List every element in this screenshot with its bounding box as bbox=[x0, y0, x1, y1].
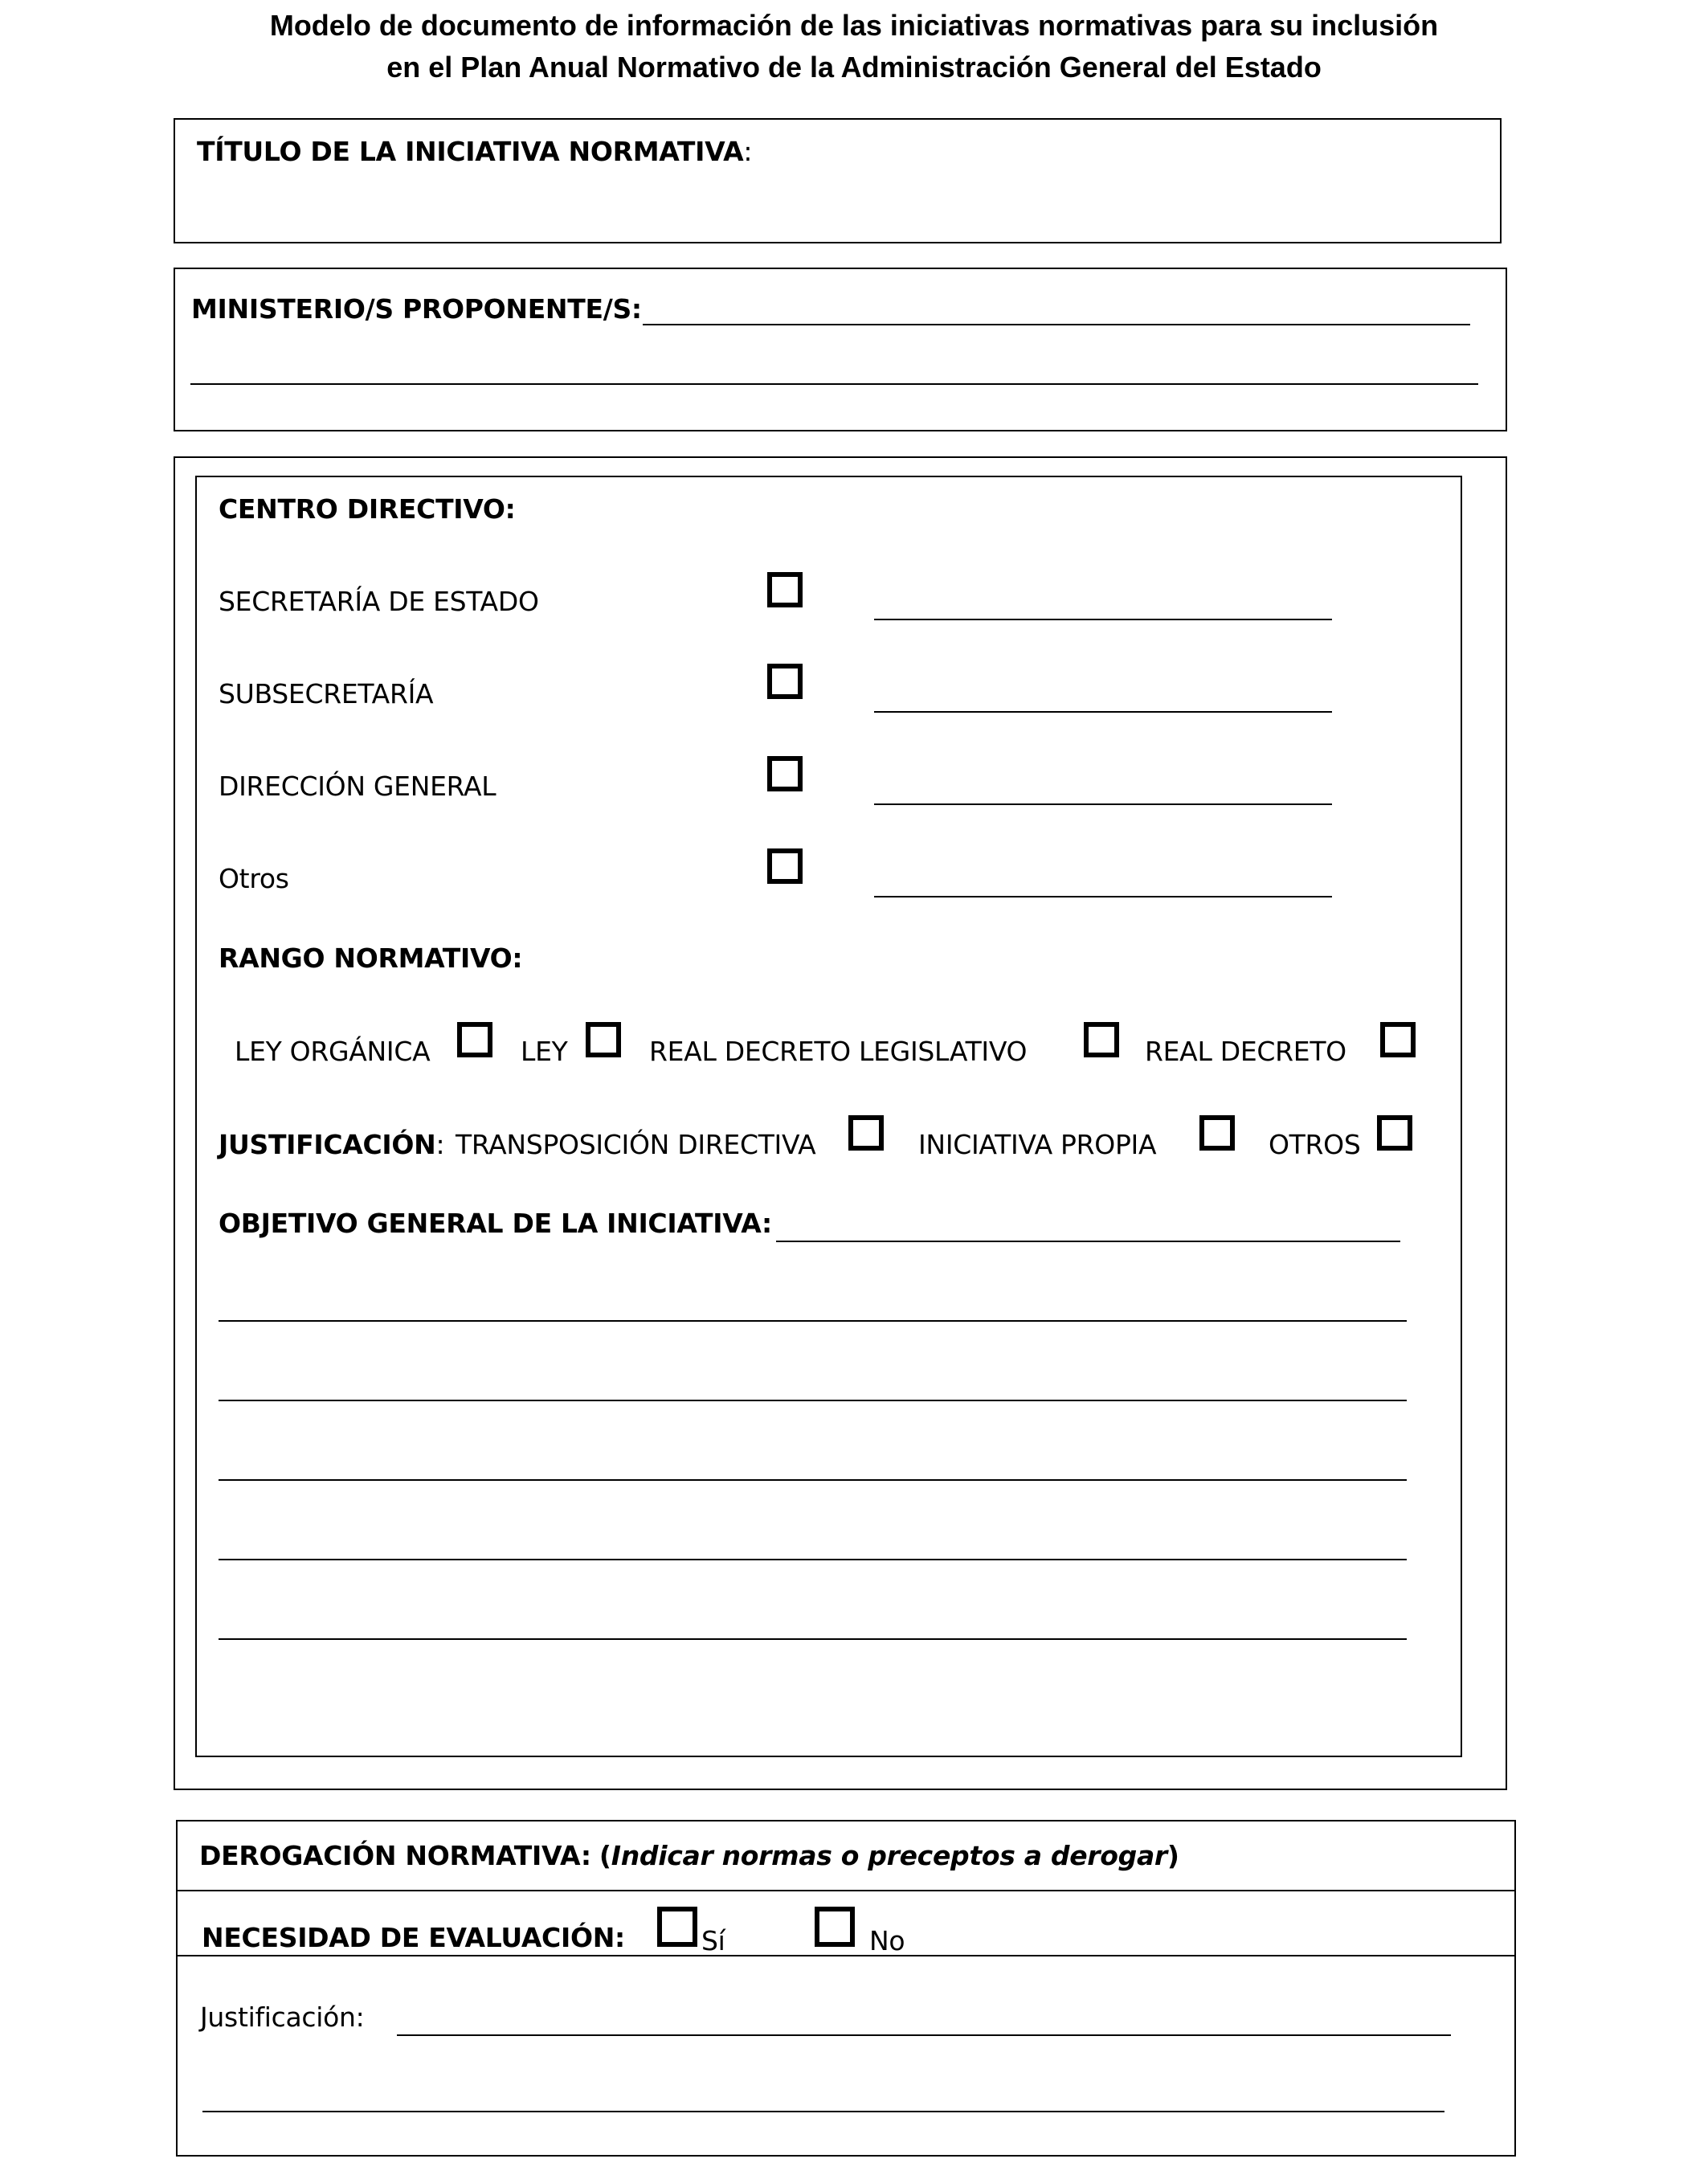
rango-normativo-heading: RANGO NORMATIVO: bbox=[219, 942, 523, 974]
centro-directivo-heading: CENTRO DIRECTIVO: bbox=[219, 493, 516, 525]
derogacion-heading-text: DEROGACIÓN NORMATIVA: bbox=[199, 1840, 591, 1871]
evaluacion-heading: NECESIDAD DE EVALUACIÓN: bbox=[202, 1922, 625, 1953]
centro-row-secretaria-label: SECRETARÍA DE ESTADO bbox=[219, 586, 539, 617]
evaluacion-justificacion-line-1[interactable] bbox=[397, 2034, 1451, 2036]
rango-ley-checkbox[interactable] bbox=[586, 1022, 621, 1057]
justificacion-otros-checkbox[interactable] bbox=[1377, 1115, 1412, 1151]
evaluacion-si-checkbox[interactable] bbox=[657, 1907, 697, 1947]
evaluacion-no-checkbox[interactable] bbox=[815, 1907, 855, 1947]
centro-row-secretaria-line[interactable] bbox=[874, 619, 1332, 620]
titulo-label-text: TÍTULO DE LA INICIATIVA NORMATIVA bbox=[197, 136, 744, 167]
justificacion-transposicion-label: TRANSPOSICIÓN DIRECTIVA bbox=[456, 1129, 816, 1160]
justificacion-colon: : bbox=[435, 1129, 445, 1160]
justificacion-heading-text: JUSTIFICACIÓN bbox=[219, 1129, 436, 1160]
objetivo-input-line-1[interactable] bbox=[776, 1241, 1400, 1242]
rango-rdl-checkbox[interactable] bbox=[1084, 1022, 1119, 1057]
derogacion-note: Indicar normas o preceptos a derogar bbox=[611, 1840, 1167, 1871]
justificacion-iniciativa-propia-label: INICIATIVA PROPIA bbox=[918, 1129, 1157, 1160]
evaluacion-justificacion-line-2[interactable] bbox=[202, 2111, 1444, 2112]
centro-row-subsecretaria-line[interactable] bbox=[874, 711, 1332, 713]
centro-row-otros-label: Otros bbox=[219, 863, 289, 894]
ministerio-section bbox=[174, 268, 1507, 431]
derogacion-heading bbox=[199, 1840, 1179, 1872]
rango-ley-label: LEY bbox=[521, 1036, 568, 1067]
evaluacion-justificacion-label: Justificación: bbox=[200, 2001, 365, 2033]
evaluacion-no-label: No bbox=[869, 1925, 905, 1956]
titulo-label bbox=[197, 136, 752, 168]
ministerio-label: MINISTERIO/S PROPONENTE/S: bbox=[191, 293, 642, 325]
derogacion-paren-close: ) bbox=[1167, 1840, 1179, 1871]
centro-row-otros-checkbox[interactable] bbox=[767, 848, 803, 884]
rango-real-decreto-label: REAL DECRETO bbox=[1145, 1036, 1346, 1067]
centro-row-subsecretaria-label: SUBSECRETARÍA bbox=[219, 678, 434, 709]
centro-row-secretaria-checkbox[interactable] bbox=[767, 572, 803, 607]
justificacion-otros-label: OTROS bbox=[1269, 1129, 1361, 1160]
centro-inner-frame bbox=[195, 476, 1462, 1757]
centro-row-direccion-line[interactable] bbox=[874, 803, 1332, 805]
rango-ley-organica-checkbox[interactable] bbox=[457, 1022, 492, 1057]
ministerio-input-line-1[interactable] bbox=[643, 324, 1470, 325]
justificacion-heading bbox=[219, 1129, 444, 1161]
evaluacion-si-label: Sí bbox=[701, 1925, 725, 1956]
justificacion-iniciativa-propia-checkbox[interactable] bbox=[1199, 1115, 1235, 1151]
centro-row-direccion-checkbox[interactable] bbox=[767, 756, 803, 791]
derogacion-paren-open: ( bbox=[599, 1840, 611, 1871]
rango-ley-organica-label: LEY ORGÁNICA bbox=[235, 1036, 431, 1067]
justificacion-transposicion-checkbox[interactable] bbox=[848, 1115, 884, 1151]
rango-rdl-label: REAL DECRETO LEGISLATIVO bbox=[649, 1036, 1028, 1067]
objetivo-input-line-3[interactable] bbox=[219, 1400, 1407, 1401]
objetivo-input-line-2[interactable] bbox=[219, 1320, 1407, 1322]
centro-row-subsecretaria-checkbox[interactable] bbox=[767, 664, 803, 699]
objetivo-heading: OBJETIVO GENERAL DE LA INICIATIVA: bbox=[219, 1208, 772, 1239]
titulo-colon: : bbox=[743, 136, 753, 167]
ministerio-input-line-2[interactable] bbox=[190, 383, 1478, 385]
objetivo-input-line-6[interactable] bbox=[219, 1638, 1407, 1640]
rango-real-decreto-checkbox[interactable] bbox=[1380, 1022, 1416, 1057]
centro-row-otros-line[interactable] bbox=[874, 896, 1332, 897]
document-title-line-1: Modelo de documento de información de las iniciativas normativas para su inclusión bbox=[269, 9, 1439, 42]
document-title-line-2: en el Plan Anual Normativo de la Administración General del Estado bbox=[386, 51, 1322, 84]
objetivo-input-line-4[interactable] bbox=[219, 1479, 1407, 1481]
centro-row-direccion-label: DIRECCIÓN GENERAL bbox=[219, 771, 496, 802]
objetivo-input-line-5[interactable] bbox=[219, 1559, 1407, 1560]
